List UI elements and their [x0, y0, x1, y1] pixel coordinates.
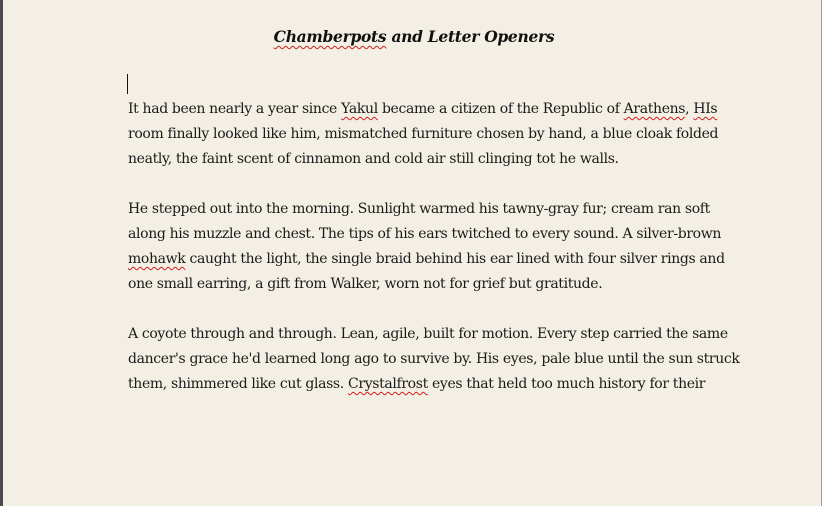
text-line — [128, 97, 718, 122]
document-body[interactable] — [128, 97, 740, 422]
text-line — [128, 322, 728, 347]
text-line — [128, 272, 718, 297]
text-line — [128, 247, 725, 272]
text-run: eyes that held too much history for their — [427, 376, 706, 392]
text-run: neatly, the faint scent of cinnamon and cold air still clinging tot he walls. — [128, 151, 619, 167]
text-run: It had been nearly a year since — [128, 101, 342, 117]
text-line — [128, 372, 718, 397]
text-line — [128, 122, 718, 147]
paragraph — [128, 322, 740, 397]
text-run: A coyote through and through. Lean, agile, built for motion. Every step carried the same — [128, 326, 728, 342]
text-run: , — [685, 101, 694, 117]
title-text: and Letter Openers — [386, 27, 555, 46]
spellcheck-word[interactable]: Chamberpots — [273, 27, 387, 46]
text-line — [128, 197, 718, 222]
text-run: dancer's grace he'd learned long ago to survive by. His eyes, pale blue until the sun struck — [128, 351, 740, 367]
paragraph — [128, 197, 725, 297]
text-run: them, shimmered like cut glass. — [128, 376, 348, 392]
spellcheck-word[interactable]: Yakul — [341, 101, 378, 117]
text-line — [128, 147, 718, 172]
text-cursor — [127, 74, 128, 94]
text-line — [128, 222, 722, 247]
text-run: room finally looked like him, mismatched furniture chosen by hand, a blue cloak folded — [128, 126, 719, 142]
spellcheck-word[interactable]: mohawk — [128, 251, 186, 267]
text-run: along his muzzle and chest. The tips of his ears twitched to every sound. A silver-brown — [128, 226, 722, 242]
spellcheck-word[interactable]: HIs — [693, 101, 718, 117]
spellcheck-word[interactable]: Crystalfrost — [347, 376, 428, 392]
document-title[interactable] — [3, 27, 822, 46]
text-run: became a citizen of the Republic of — [377, 101, 624, 117]
text-run: one small earring, a gift from Walker, worn not for grief but gratitude. — [128, 276, 603, 292]
spellcheck-word[interactable]: Arathens — [623, 101, 686, 117]
paragraph — [128, 97, 718, 172]
text-run: caught the light, the single braid behind his ear lined with four silver rings and — [185, 251, 725, 267]
text-line — [128, 347, 740, 372]
text-run: He stepped out into the morning. Sunlight warmed his tawny-gray fur; cream ran soft — [128, 201, 710, 217]
